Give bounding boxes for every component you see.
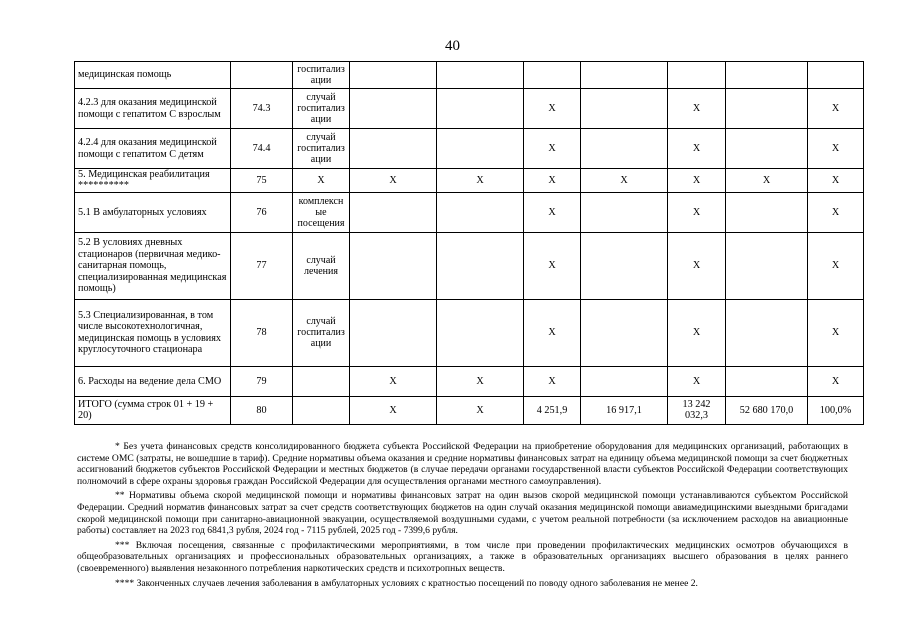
table-cell-c5 (437, 192, 524, 232)
table-cell-c10: X (808, 129, 864, 169)
table-cell-c5: X (437, 366, 524, 396)
table-cell-c8: X (668, 232, 726, 299)
footnotes (77, 441, 848, 592)
table-cell-unit (293, 366, 350, 396)
table-cell-c4 (350, 192, 437, 232)
table-cell-c7 (581, 366, 668, 396)
table-cell-name: 5.3 Специализированная, в том числе высокотехнологичная, медицинская помощь в условиях круглосуточного стационара (75, 299, 231, 366)
table-cell-c9: X (726, 169, 808, 193)
table-row (75, 299, 864, 366)
table-cell-c10: X (808, 89, 864, 129)
table-cell-c8: X (668, 129, 726, 169)
table-cell-c6: X (524, 299, 581, 366)
table-cell-code: 78 (231, 299, 293, 366)
table-row (75, 396, 864, 424)
table-cell-c4: X (350, 366, 437, 396)
table-cell-c6: X (524, 169, 581, 193)
table-cell-c8: X (668, 366, 726, 396)
table-cell-c5 (437, 89, 524, 129)
table-cell-c5: X (437, 169, 524, 193)
table-cell-c10 (808, 62, 864, 89)
table-cell-name: 6. Расходы на ведение дела СМО (75, 366, 231, 396)
table-cell-name: медицинская помощь (75, 62, 231, 89)
table-cell-c9 (726, 89, 808, 129)
table-cell-name: 5. Медицинская реабилитация ********** (75, 169, 231, 193)
table-cell-c10: X (808, 192, 864, 232)
footnote-4: **** Законченных случаев лечения заболевания в амбулаторных условиях с кратностью посещений по поводу одного заболевания не менее 2. (115, 577, 698, 589)
table-cell-c9 (726, 299, 808, 366)
table-cell-c7: X (581, 169, 668, 193)
table-cell-c8: X (668, 89, 726, 129)
table-cell-c9: 52 680 170,0 (726, 396, 808, 424)
table-row (75, 366, 864, 396)
footnote-3: *** Включая посещения, связанные с профилактическими мероприятиями, в том числе при проведении профилактических медицинских осмотров обучающихся в общеобразовательных организациях и профессиональных образовательных организациях, а также в образовательных организациях высшего образования в целях раннего (своевременного) выявления незаконного потребления наркотических средств и психотропных веществ. (77, 539, 848, 574)
page-number: 40 (445, 38, 460, 54)
table-cell-unit: комплексн ые посещения (293, 192, 350, 232)
table-cell-unit: случай госпитализ ации (293, 89, 350, 129)
table-cell-c10: X (808, 366, 864, 396)
table-cell-unit: случай лечения (293, 232, 350, 299)
table-cell-c6: 4 251,9 (524, 396, 581, 424)
table-cell-c8 (668, 62, 726, 89)
table-cell-c9 (726, 366, 808, 396)
table-cell-c5 (437, 62, 524, 89)
footnote-1: * Без учета финансовых средств консолидированного бюджета субъекта Российской Федерации на приобретение оборудования для медицинских организаций, работающих в системе ОМС (затраты, не вошедшие в тариф). Средние нормативы объема оказания и средние нормативы финансовых затрат на единицу объема медицинской помощи за счет бюджетных ассигнований бюджетов субъектов Российской Федерации и местных бюджетов (в случае передачи органами государственной власти субъектов Российской Федерации соответствующих полномочий в сфере охраны здоровья граждан Российской Федерации для осуществления органами местного самоуправления). (77, 441, 848, 487)
table-cell-c5 (437, 129, 524, 169)
table-cell-name: 5.1 В амбулаторных условиях (75, 192, 231, 232)
table-cell-code: 74.4 (231, 129, 293, 169)
table-cell-c8: X (668, 192, 726, 232)
table-cell-c5 (437, 232, 524, 299)
table-row (75, 89, 864, 129)
table-cell-c4 (350, 129, 437, 169)
table-cell-code: 76 (231, 192, 293, 232)
table-cell-c4: X (350, 396, 437, 424)
table-cell-c7 (581, 62, 668, 89)
table-cell-c4 (350, 299, 437, 366)
table-cell-name: 4.2.3 для оказания медицинской помощи с гепатитом С взрослым (75, 89, 231, 129)
table-cell-unit: случай госпитализ ации (293, 129, 350, 169)
table-cell-c7 (581, 89, 668, 129)
table-cell-c10: X (808, 299, 864, 366)
table-cell-c7 (581, 129, 668, 169)
table-cell-c5 (437, 299, 524, 366)
table-cell-c8: X (668, 169, 726, 193)
table-cell-code (231, 62, 293, 89)
table-cell-c10: 100,0% (808, 396, 864, 424)
footnote-2: ** Нормативы объема скорой медицинской помощи и нормативы финансовых затрат на один вызов скорой медицинской помощи устанавливаются субъектом Российской Федерации. Средний норматив финансовых затрат за счет средств соответствующих бюджетов на один случай оказания медицинской помощи авиамедицинскими выездными бригадами скорой медицинской помощи при санитарно-авиационной эвакуации, осуществляемой воздушными судами, с учетом реальной потребности (за исключением расходов на авиационные работы) составляет на 2023 год 6841,3 рубля, 2024 год - 7115 рублей, 2025 год - 7399,6 рубля. (77, 490, 848, 537)
table-cell-c6: X (524, 129, 581, 169)
table-cell-code: 77 (231, 232, 293, 299)
table-row (75, 232, 864, 299)
table-cell-unit (293, 396, 350, 424)
table-cell-c10: X (808, 169, 864, 193)
table-cell-c6: X (524, 192, 581, 232)
table-cell-c6 (524, 62, 581, 89)
table-cell-c6: X (524, 366, 581, 396)
table-cell-c7 (581, 192, 668, 232)
table-cell-c6: X (524, 89, 581, 129)
table-cell-c4: X (350, 169, 437, 193)
table-cell-name: 5.2 В условиях дневных стационаров (первичная медико-санитарная помощь, специализированная медицинская помощь) (75, 232, 231, 299)
table-cell-name: 4.2.4 для оказания медицинской помощи с гепатитом С детям (75, 129, 231, 169)
table-row (75, 62, 864, 89)
table-cell-c7 (581, 232, 668, 299)
table-cell-unit: X (293, 169, 350, 193)
financing-table (74, 61, 864, 425)
table-cell-c4 (350, 62, 437, 89)
table-cell-c7 (581, 299, 668, 366)
table-cell-code: 74.3 (231, 89, 293, 129)
table-row (75, 129, 864, 169)
table-cell-c9 (726, 232, 808, 299)
table-cell-c4 (350, 89, 437, 129)
table-cell-c9 (726, 129, 808, 169)
table-cell-unit: случай госпитализ ации (293, 299, 350, 366)
table-cell-code: 80 (231, 396, 293, 424)
table-cell-c8: X (668, 299, 726, 366)
table-cell-c7: 16 917,1 (581, 396, 668, 424)
table-cell-c6: X (524, 232, 581, 299)
table-row (75, 192, 864, 232)
table-cell-c9 (726, 192, 808, 232)
table-cell-c8: 13 242 032,3 (668, 396, 726, 424)
table-cell-c5: X (437, 396, 524, 424)
table-cell-c4 (350, 232, 437, 299)
table-cell-code: 79 (231, 366, 293, 396)
table-row (75, 169, 864, 193)
table-cell-unit: госпитализ ации (293, 62, 350, 89)
table-cell-code: 75 (231, 169, 293, 193)
table-cell-c9 (726, 62, 808, 89)
table-cell-name: ИТОГО (сумма строк 01 + 19 + 20) (75, 396, 231, 424)
table-cell-c10: X (808, 232, 864, 299)
